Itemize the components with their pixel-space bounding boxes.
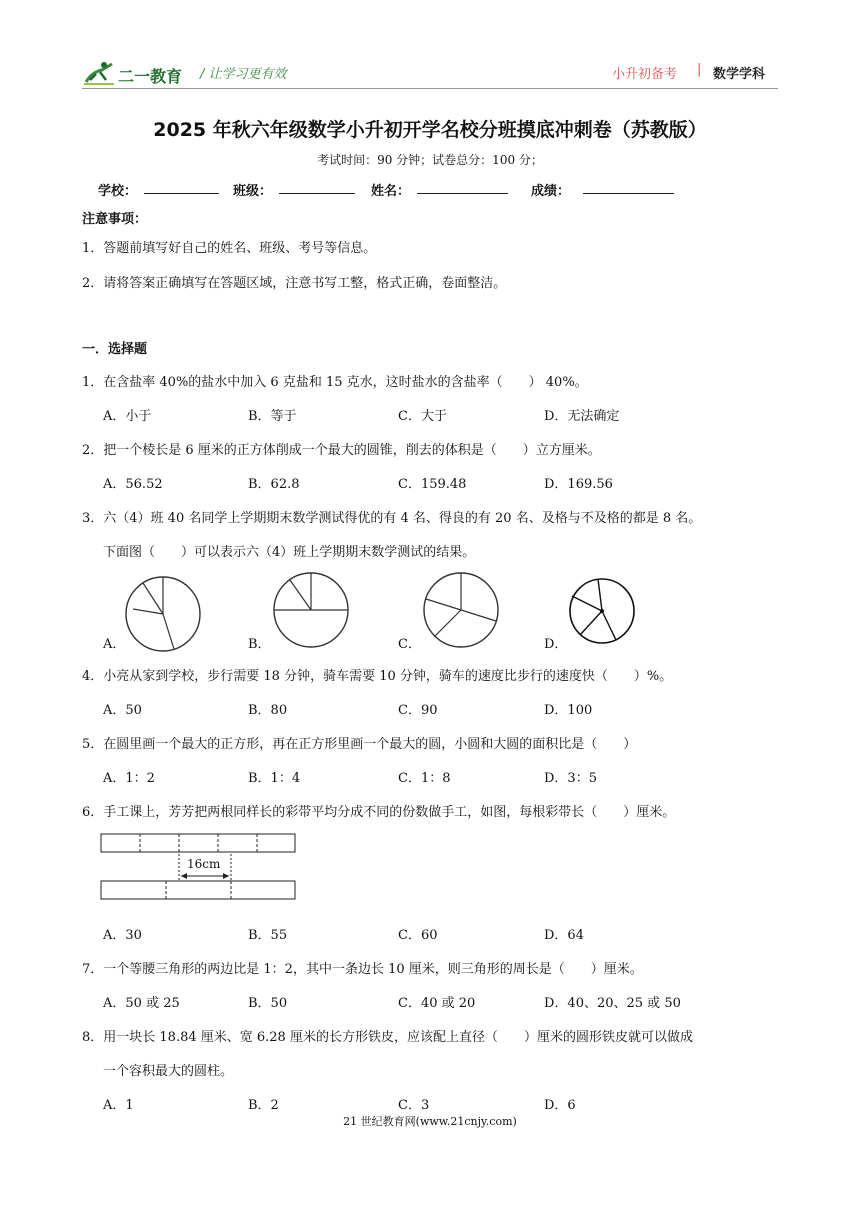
- question-3-line-1: 3．六（4）班 40 名同学上学期期末数学测试得优的有 4 名、得良的有 20 名、及格与不及格的都是 8 名。: [82, 511, 702, 526]
- logo: [82, 60, 192, 86]
- q7-option-b[interactable]: B．50: [248, 996, 288, 1011]
- q3-option-b[interactable]: B．: [248, 637, 271, 652]
- q1-option-b[interactable]: B．等于: [248, 409, 297, 424]
- question-8-line-2: 一个容积最大的圆柱。: [103, 1064, 234, 1079]
- q2-option-b[interactable]: B．62.8: [248, 477, 300, 492]
- q8-option-c[interactable]: C．3: [398, 1098, 430, 1113]
- q2-option-c[interactable]: C．159.48: [398, 477, 467, 492]
- q5-option-d[interactable]: D．3：5: [544, 771, 597, 786]
- name-label: 姓名：: [371, 184, 411, 199]
- school-field[interactable]: [144, 193, 219, 194]
- q2-option-d[interactable]: D．169.56: [544, 477, 613, 492]
- notice-item: 1．答题前填写好自己的姓名、班级、考号等信息。: [82, 241, 377, 256]
- q1-option-d[interactable]: D．无法确定: [544, 409, 620, 424]
- runner-logo-icon: [82, 60, 116, 86]
- q3-option-a[interactable]: A．: [103, 637, 126, 652]
- exam-info: 考试时间：90 分钟；试卷总分：100 分；: [317, 153, 543, 167]
- notice-item: 2．请将答案正确填写在答题区域，注意书写工整，格式正确，卷面整洁。: [82, 276, 507, 291]
- q6-option-c[interactable]: C．60: [398, 928, 438, 943]
- notice-heading: 注意事项：: [82, 212, 148, 227]
- q3-option-c[interactable]: C．: [398, 637, 421, 652]
- question-7: 7．一个等腰三角形的两边比是 1：2，其中一条边长 10 厘米，则三角形的周长是（ ）厘米。: [82, 962, 643, 977]
- page-title: 2025 年秋六年级数学小升初开学名校分班摸底冲刺卷（苏教版）: [153, 119, 707, 141]
- question-3-line-2: 下面图（ ）可以表示六（4）班上学期期末数学测试的结果。: [103, 545, 476, 560]
- q5-option-a[interactable]: A．1：2: [103, 771, 155, 786]
- q8-option-a[interactable]: A．1: [103, 1098, 134, 1113]
- section-title: 一．选择题: [82, 342, 148, 357]
- question-4: 4．小亮从家到学校，步行需要 18 分钟，骑车需要 10 分钟，骑车的速度比步行的速度快（ ）%。: [82, 669, 673, 684]
- question-8-line-1: 8．用一块长 18.84 厘米、宽 6.28 厘米的长方形铁皮，应该配上直径（ ）厘米的圆形铁皮就可以做成: [82, 1030, 693, 1045]
- header-rule: [82, 88, 778, 89]
- q8-option-d[interactable]: D．6: [544, 1098, 576, 1113]
- header-divider: |: [697, 62, 702, 77]
- q8-option-b[interactable]: B．2: [248, 1098, 279, 1113]
- question-1: 1．在含盐率 40%的盐水中加入 6 克盐和 15 克水，这时盐水的含盐率（ ） 40%。: [82, 375, 588, 390]
- class-label: 班级：: [233, 184, 273, 199]
- question-5: 5．在圆里画一个最大的正方形，再在正方形里画一个最大的圆，小圆和大圆的面积比是（ ）: [82, 737, 637, 752]
- q3-option-d[interactable]: D．: [544, 637, 568, 652]
- q1-option-a[interactable]: A．小于: [103, 409, 152, 424]
- class-field[interactable]: [279, 193, 355, 194]
- pie-option-c: [421, 570, 501, 650]
- ribbon-length-label: 16cm: [187, 857, 221, 871]
- logo-text: 二一教育: [118, 67, 183, 86]
- score-field[interactable]: [583, 193, 674, 194]
- slogan: / 让学习更有效: [200, 67, 287, 82]
- q5-option-c[interactable]: C．1：8: [398, 771, 451, 786]
- q5-option-b[interactable]: B．1：4: [248, 771, 301, 786]
- q7-option-a[interactable]: A．50 或 25: [103, 996, 180, 1011]
- q2-option-a[interactable]: A．56.52: [103, 477, 163, 492]
- footer: 21 世纪教育网(www.21cnjy.com): [343, 1115, 517, 1128]
- name-field[interactable]: [417, 193, 508, 194]
- q6-option-d[interactable]: D．64: [544, 928, 584, 943]
- school-label: 学校：: [98, 184, 138, 199]
- q7-option-d[interactable]: D．40、20、25 或 50: [544, 996, 681, 1011]
- pie-option-b: [271, 570, 351, 650]
- q4-option-d[interactable]: D．100: [544, 703, 593, 718]
- q6-option-b[interactable]: B．55: [248, 928, 288, 943]
- q1-option-c[interactable]: C．大于: [398, 409, 447, 424]
- question-2: 2．把一个棱长是 6 厘米的正方体削成一个最大的圆锥，削去的体积是（ ）立方厘米。: [82, 443, 601, 458]
- question-6: 6．手工课上，芳芳把两根同样长的彩带平均分成不同的份数做手工，如图，每根彩带长（ ）厘米。: [82, 805, 676, 820]
- q4-option-a[interactable]: A．50: [103, 703, 142, 718]
- header-category: 小升初备考: [612, 67, 678, 82]
- q4-option-c[interactable]: C．90: [398, 703, 438, 718]
- score-label: 成绩：: [531, 184, 571, 199]
- header-subject: 数学学科: [713, 67, 766, 82]
- q4-option-b[interactable]: B．80: [248, 703, 288, 718]
- q6-option-a[interactable]: A．30: [103, 928, 142, 943]
- pie-option-d: [567, 576, 637, 646]
- pie-option-a: [123, 574, 203, 654]
- q7-option-c[interactable]: C．40 或 20: [398, 996, 476, 1011]
